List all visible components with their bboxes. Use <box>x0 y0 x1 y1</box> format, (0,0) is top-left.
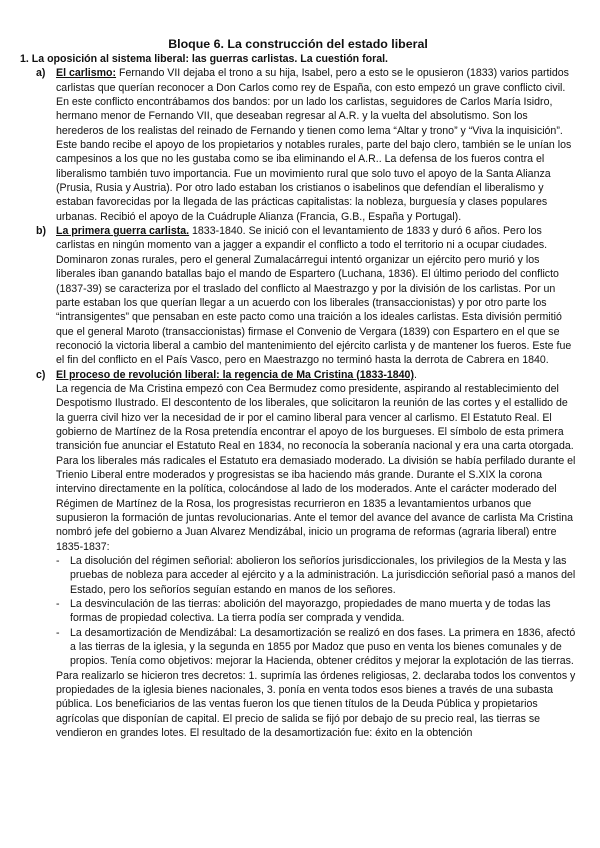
dash-marker: - <box>56 626 60 639</box>
item-a <box>20 66 576 224</box>
page-title: Bloque 6. La construcción del estado liberal <box>168 37 428 51</box>
list-item-text: La disolución del régimen señorial: abolieron los señoríos jurisdiccionales, los privilegios de la Mesta y las pruebas de nobleza para acceder al ejército y a la administración. La jurisdicción señorial pasó a manos del Estado, pero los señoríos seguían estando en manos de los señores. <box>70 555 576 596</box>
closing-paragraph: Para realizarlo se hicieron tres decretos: 1. suprimía las órdenes religiosas, 2. declaraba todos los conventos y propiedades de la iglesia bienes nacionales, 3. ponía en venta todos esos bienes a través de una subasta pública. Los beneficiarios de las ventas fueron los que tienen títulos de la Deuda Pública y propietarios agrícolas que disponían de capital. El precio de salida se fijó por debajo de su precio real, las tierras se vendieron en grandes lotes. El resultado de la desamortización fue: éxito en la obtención <box>56 669 576 740</box>
item-text: 1833-1840. Se inició con el levantamiento de 1833 y duró 6 años. Pero los carlistas en ningún momento van a jagger a expandir el conflicto a todo el territorio ni a ocupar ciudades. Dominaron zonas rurales, pero el general Zumalacárregui intentó organizar un ejército pero murió y los liberales iban ganando batallas bajo el mando de Espartero (Luchana, 1836). El último periodo del conflicto (1837-39) se caracteriza por el traslado del conflicto al Maestrazgo y por la división de los carlistas. Por un parte estaban los que querían llegar a un acuerdo con los liberales (transaccionistas) y por otro parte los “intransigentes” que pensaban en este pacto como una traición a los ideales carlistas. Esta división permitió que el general Maroto (transaccionistas) firmase el Convenio de Vergara (1839) con Espartero en el que se reconoció la victoria liberal a cambio del mantenimiento del ejército carlista y de mantener los fueros. Este fue el fin del conflicto en el País Vasco, pero en Maestrazgo no terminó hasta la derrota de Cabrera en 1840. <box>56 225 572 367</box>
list-item-text: La desamortización de Mendizábal: La desamortización se realizó en dos fases. La primera en 1836, afectó a las tierras de la iglesia, y la segunda en 1855 por Madoz que puso en venta los bienes comunales y de propios. Tenía como objetivos: mejorar la Hacienda, obtener créditos y mejorar la explotación de las tierras. <box>70 626 576 668</box>
section-heading: 1. La oposición al sistema liberal: las guerras carlistas. La cuestión foral. <box>20 53 388 65</box>
item-marker: c) <box>36 368 46 381</box>
item-title: El proceso de revolución liberal: la regencia de Ma Cristina (1833-1840) <box>56 368 414 381</box>
item-c <box>20 368 576 554</box>
item-title-suffix: . <box>413 368 417 381</box>
list-item-text: La desvinculación de las tierras: abolición del mayorazgo, propiedades de mano muerta y de todas las formas de propiedad colectiva. La tierra podía ser comprada y vendida. <box>70 598 551 625</box>
item-b <box>20 224 576 367</box>
item-marker: a) <box>36 67 46 80</box>
item-marker: b) <box>36 225 46 238</box>
reform-list <box>20 554 576 669</box>
list-item <box>56 597 576 626</box>
list-item <box>56 554 576 597</box>
item-title: La primera guerra carlista. <box>56 225 190 238</box>
list-item <box>56 626 576 669</box>
item-text: La regencia de Ma Cristina empezó con Cea Bermudez como presidente, aspirando al restablecimiento del Despotismo Ilustrado. El descontento de los liberales, que solicitaron la reunión de las cortes y el estallido de la guerra civil hizo ver la necesidad de ir por el camino liberal para vencer al carlismo. El Estatuto Real. El gobierno de Martínez de la Rosa pretendía encontrar el apoyo de los burgueses. El símbolo de esta primera transición fue anunciar el Estatuto Real en 1834, no reconocía la soberanía nacional y era una carta otorgada. Para los liberales más radicales el Estatuto era demasiado moderado. La división se había perfilado durante el Trienio Liberal entre moderados y progresistas se iba haciendo más grande. Durante el S.XIX la corona intervino directamente en la política, colocándose al lado de los moderados. Ante el carácter moderado del Régimen de Martínez de la Rosa, los progresistas recurrieron en 1835 a levantamientos urbanos que supusieron la formación de juntas revolucionarias. Ante el temor del avance del avance de carlista Ma Cristina nombró jefe del gobierno a Juan Alvarez Mendizábal, inicio un programa de reformas (agraria liberal) entre 1835-1837: <box>56 382 576 553</box>
item-text: Fernando VII dejaba el trono a su hija, Isabel, pero a esto se le opusieron (1833) varios partidos carlistas que querían reconocer a Don Carlos como rey de España, con esto empezó un grave conflicto civil. En este conflicto encontrábamos dos bandos: por un lado los carlistas, seguidores de Carlos María Isidro, hermano menor de Fernando VII, que deseaban regresar al A.R. y la vuelta del absolutismo. Son los herederos de los realistas del reinado de Fernando y tienen como lema “Altar y trono” y “Viva la inquisición”. Este bando recibe el apoyo de los propietarios y notables rurales, parte del bajo clero, también se le unían los campesinos a los que no les gustaba como se iba eliminando el A.R.. La defensa de los fueros contra el liberalismo también tuvo importancia. Fue un movimiento rural que solo tuvo el apoyo de la Santa Alianza (Prusia, Rusia y Austria). Por otro lado estaban los cristianos o isabelinos que defendían el liberalismo y estaban favorecidas por la llegada de las prácticas capitalistas: la nobleza, burguesía y clases populares urbanas. Recibió el apoyo de la Cuádruple Alianza (Francia, G.B., España y Portugal). <box>56 67 572 223</box>
item-title: El carlismo: <box>56 67 117 80</box>
dash-marker: - <box>56 598 60 611</box>
dash-marker: - <box>56 555 60 568</box>
